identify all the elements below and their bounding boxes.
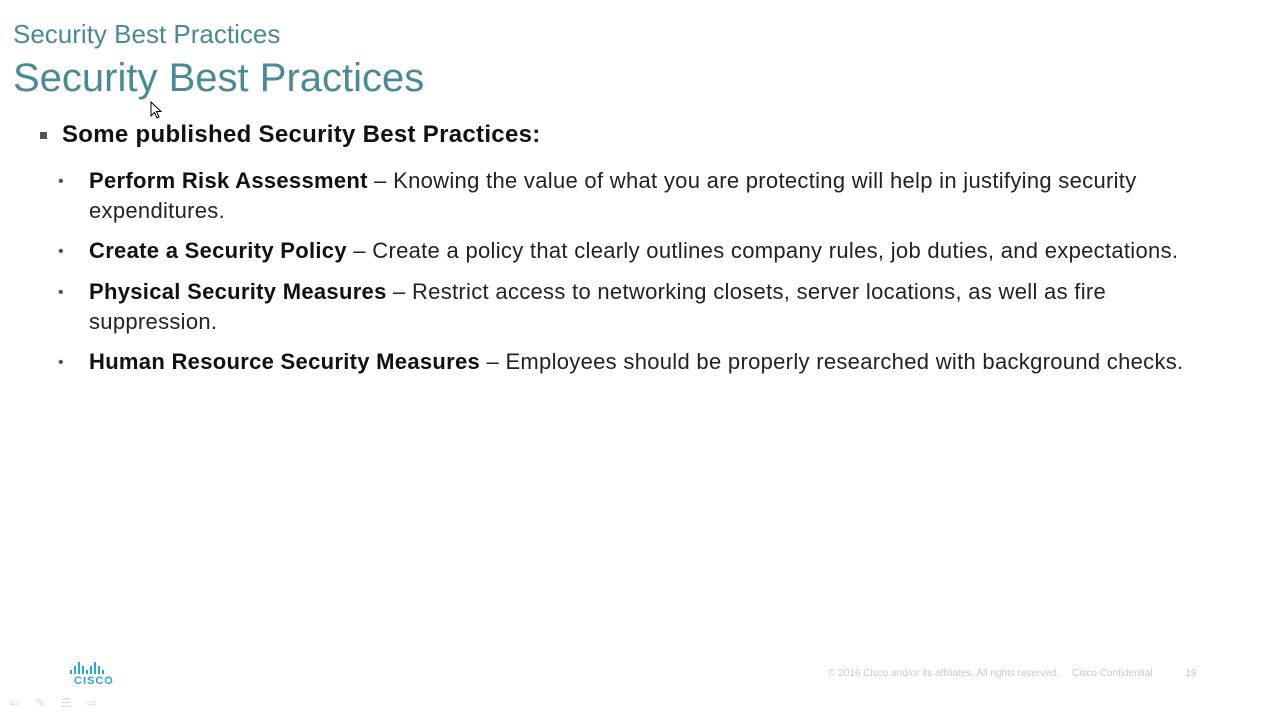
list-item [58,347,1218,378]
list-item-description: – Knowing the value of what you are protecting will help in justifying security expenditures. [89,168,1137,223]
page-number: 19 [1185,668,1197,679]
main-bullet-text: Some published Security Best Practices: [62,121,541,148]
list-item-text [89,166,1218,226]
footer [828,668,1206,679]
footer-copyright: © 2016 Cisco and/or its affiliates. All rights reserved. [828,668,1060,679]
list-item-description: – Employees should be properly researched with background checks. [480,349,1184,374]
bullet-dot-icon: • [58,284,64,301]
bullet-dot-icon: • [58,173,64,190]
list-item-term: Human Resource Security Measures [89,349,481,374]
cisco-logo [70,660,120,690]
practices-list [58,166,1218,388]
list-item-text [89,347,1184,377]
player-controls [6,696,100,710]
bullet-dot-icon: • [58,243,64,260]
next-icon[interactable]: ⇨ [86,696,98,710]
list-item-term: Perform Risk Assessment [89,168,368,193]
bullet-dot-icon: • [58,354,64,371]
previous-icon[interactable]: ⇦ [8,696,20,710]
list-item [58,236,1218,267]
list-item-term: Physical Security Measures [89,279,387,304]
cisco-logo-bars-icon [70,660,120,674]
square-bullet-icon [40,132,47,139]
footer-confidential: Cisco Confidential [1071,668,1153,679]
slide-title: Security Best Practices [13,56,425,100]
cisco-logo-text: CISCO [74,675,114,687]
list-item [58,277,1218,337]
list-item-description: – Restrict access to networking closets, server locations, as well as fire suppression. [89,279,1107,334]
main-bullet [40,120,541,150]
list-item-text [89,236,1178,266]
list-item-term: Create a Security Policy [89,238,347,263]
list-item-text [89,277,1218,337]
list-item [58,166,1218,226]
list-item-description: – Create a policy that clearly outlines company rules, job duties, and expectations. [346,238,1179,263]
section-title: Security Best Practices [13,19,281,49]
pen-icon[interactable]: ✎ [34,696,46,710]
menu-icon[interactable]: ☰ [60,696,72,710]
mouse-cursor-icon [150,101,162,119]
